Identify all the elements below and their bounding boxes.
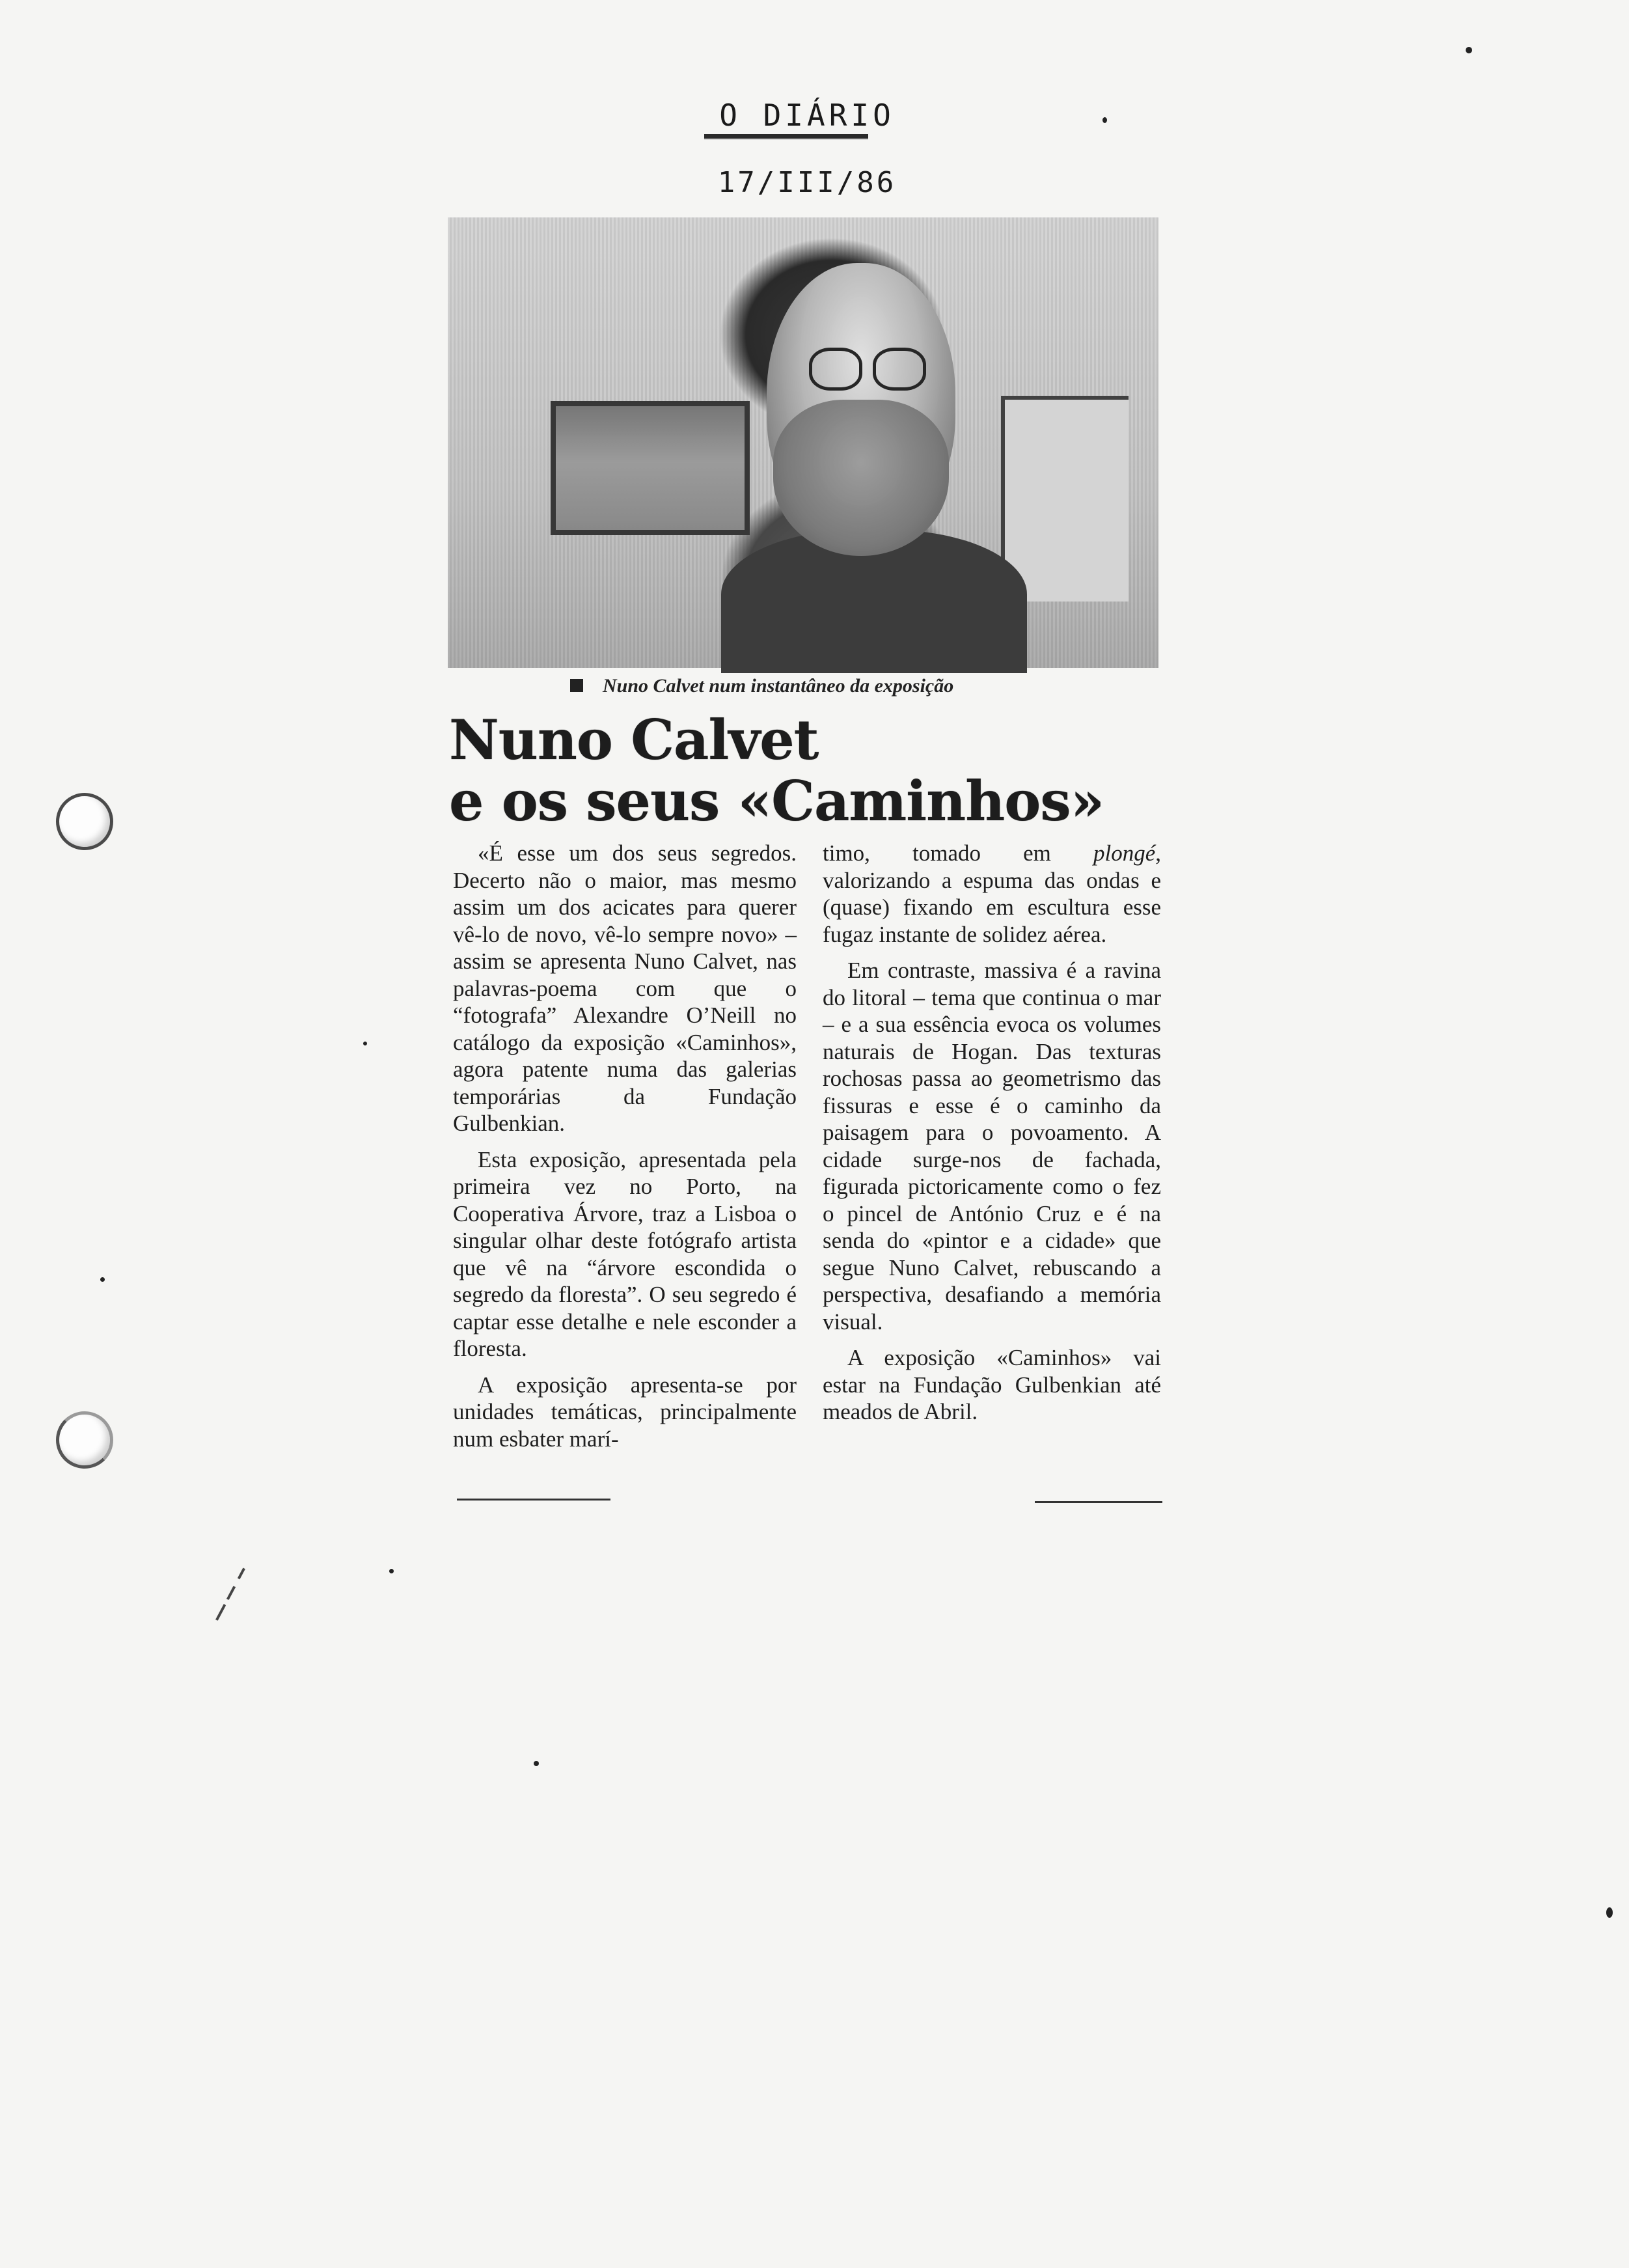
paragraph-text: , valorizando a espuma das ondas e (quase) fixando em escultura esse fugaz instante de solidez aérea. [823, 840, 1161, 947]
dust-speck [363, 1042, 367, 1045]
paragraph-continued [823, 840, 1161, 948]
photo-figure-beard [773, 400, 949, 556]
photo-caption [570, 675, 1156, 697]
caption-bullet-icon [570, 679, 583, 692]
dust-speck [1606, 1907, 1613, 1918]
dust-speck [100, 1277, 105, 1282]
binder-hole-top [56, 793, 113, 850]
paragraph: Em contraste, massiva é a ravina do litoral – tema que continua o mar – e a sua essência evoca os volumes naturais de Hogan. Das texturas rochosas passa ao geometrismo das fissuras e esse é o caminho da paisagem para o povoamento. A cidade surge-nos de fachada, figurada pictoricamente como o fez o pincel de António Cruz e é na senda do «pintor e a cidade» que segue Nuno Calvet, rebuscando a perspectiva, desafiando a memória visual. [823, 958, 1161, 1335]
article-headline [449, 710, 1165, 832]
photo-caption-text: Nuno Calvet num instantâneo da exposição [603, 675, 954, 697]
paragraph: «É esse um dos seus segredos. Decerto não o maior, mas mesmo assim um dos acicates para querer vê-lo de novo, vê-lo sempre novo» – assim se apresenta Nuno Calvet, nas palavras-poema com que o “fotografa” Alexandre O’Neill no catálogo da exposição «Caminhos», agora patente numa das galerias temporárias da Fundação Gulbenkian. [453, 840, 797, 1136]
newspaper-name: O DIÁRIO [719, 98, 895, 133]
paragraph: A exposição apresenta-se por unidades temáticas, principalmente num esbater marí- [453, 1372, 797, 1452]
photo-background-panel [1001, 396, 1129, 602]
headline-line-1: Nuno Calvet [449, 708, 819, 772]
paragraph-italic-term: plongé [1093, 840, 1156, 866]
headline-line-2: e os seus «Caminhos» [449, 769, 1104, 833]
photo-background-frame [551, 401, 750, 535]
article-column-right [823, 840, 1161, 1426]
column-end-rule-left [457, 1499, 610, 1500]
paragraph-text: timo, tomado em [823, 840, 1093, 866]
dust-speck [1102, 117, 1107, 123]
paragraph: Esta exposição, apresentada pela primeira vez no Porto, na Cooperativa Árvore, traz a Lisboa o singular olhar deste fotógrafo artista que vê na “árvore escondida o segredo da floresta”. O seu segredo é captar esse detalhe e nele esconder a floresta. [453, 1146, 797, 1361]
column-end-rule-right [1035, 1501, 1162, 1503]
dust-speck [534, 1761, 539, 1766]
publication-date: 17/III/86 [717, 166, 897, 199]
dust-speck [389, 1569, 394, 1573]
portrait-photo [448, 217, 1158, 668]
paragraph: A exposição «Caminhos» vai estar na Fundação Gulbenkian até meados de Abril. [823, 1345, 1161, 1424]
dust-speck [1466, 47, 1472, 53]
newspaper-name-underline [704, 134, 868, 139]
photo-figure-glasses [809, 348, 926, 393]
article-column-left [453, 840, 797, 1452]
pen-stroke-mark [215, 1568, 245, 1620]
binder-hole-bottom [56, 1411, 113, 1469]
